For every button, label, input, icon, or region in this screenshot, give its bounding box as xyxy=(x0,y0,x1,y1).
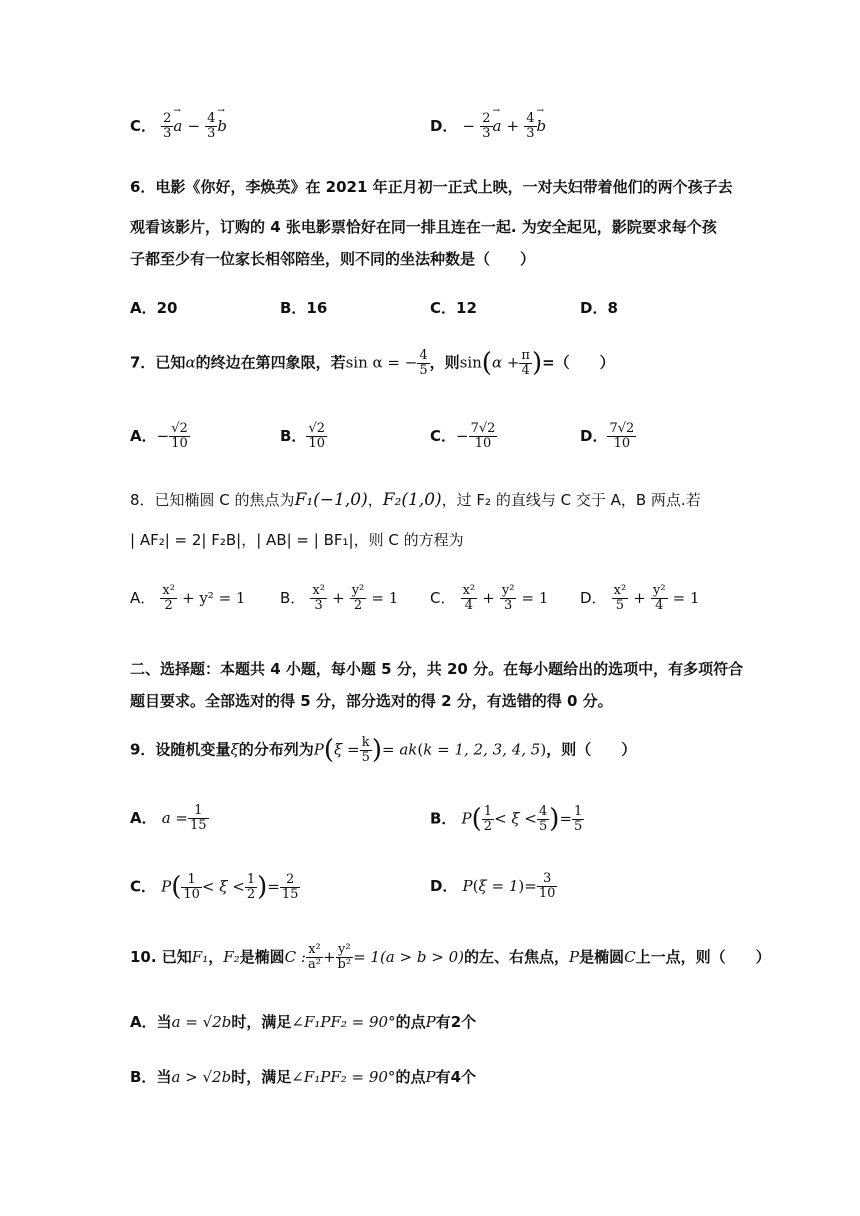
option-rest: = 1 xyxy=(672,589,700,607)
frac-num: x² xyxy=(312,583,325,598)
vector-a: a → xyxy=(492,106,502,135)
option-frac xyxy=(188,804,209,833)
frac-den: 10 xyxy=(538,886,556,901)
frac-num: 4 xyxy=(419,347,428,363)
option-rest: = 1 xyxy=(521,589,549,607)
q6-option-b: B．16 xyxy=(280,299,328,317)
frac-num: 2 xyxy=(163,111,172,126)
q9-k-frac xyxy=(360,736,372,765)
vector-arrow-icon: → xyxy=(173,106,181,116)
frac-num: √2 xyxy=(171,421,188,436)
focus-f1: F₁(−1,0) xyxy=(294,490,368,510)
option-frac-y xyxy=(350,584,367,613)
option-frac-3 xyxy=(537,872,558,901)
frac-den: 10 xyxy=(613,436,631,451)
q5-option-c xyxy=(130,106,227,141)
section-2-heading-line-2: 题目要求。全部选对的得 5 分，部分选对的得 2 分，有选错的得 0 分。 xyxy=(130,692,613,710)
frac-den: 10 xyxy=(183,886,200,902)
frac-num: 4 xyxy=(526,111,535,126)
q5-option-c-label: C． xyxy=(130,117,157,135)
option-frac-3 xyxy=(572,805,584,834)
option-label: A． xyxy=(130,1013,157,1031)
point-p: P xyxy=(425,1068,436,1086)
q10-stem xyxy=(130,943,771,972)
frac-num: 1 xyxy=(246,871,256,887)
q10-prefix: 10. 已知 xyxy=(130,948,192,966)
sign: − xyxy=(456,427,469,445)
frac-den: 15 xyxy=(281,886,299,902)
frac-den: 5 xyxy=(615,598,625,613)
plus: + xyxy=(322,948,336,966)
frac-den: 2 xyxy=(164,598,173,613)
frac-den: 2 xyxy=(246,886,256,902)
q8-option-d: D． $\frac{\text{x²}}{5}$ + $\frac{\text{y²}}{4}$ = 1 xyxy=(580,583,700,613)
rhs: = ak xyxy=(382,740,418,759)
frac-den: 10 xyxy=(474,436,492,451)
ellipse-c-2: C xyxy=(624,948,636,966)
lhs: a = xyxy=(161,809,188,827)
q5-option-d-label: D． xyxy=(430,117,458,135)
q9-option-a xyxy=(130,804,209,833)
option-frac xyxy=(169,422,190,451)
vector-a: a → xyxy=(173,106,183,135)
prob-p: P xyxy=(313,740,324,759)
frac-den: 10 xyxy=(308,436,325,451)
q6-option-d: D．8 xyxy=(580,299,618,317)
count: 2 xyxy=(450,1013,462,1031)
frac-num: 4 xyxy=(539,803,548,819)
mid: < ξ < xyxy=(494,809,537,828)
q5-c-frac2 xyxy=(205,112,217,141)
q10-y-frac xyxy=(336,943,354,972)
q7-stem: 7．已知α的终边在第四象限，若sin α = − $\frac{4}{5}$ ，则sin(α + $\frac{\pi}{4}$ )=（ ） xyxy=(130,347,615,378)
vector-arrow-icon: → xyxy=(536,106,545,116)
frac-num: 1 xyxy=(188,804,209,819)
frac-num: 1 xyxy=(181,873,202,888)
comma: ， xyxy=(208,948,224,966)
frac-den: 10 xyxy=(171,436,188,451)
option-label: D． xyxy=(580,427,608,445)
q8-option-b: B． $\frac{\text{x²}}{3}$ + $\frac{\text{y²}}{2}$ = 1 xyxy=(280,583,399,613)
option-frac-x xyxy=(461,584,478,613)
eq: = xyxy=(524,877,537,895)
option-rest: = 1 xyxy=(371,589,399,607)
option-frac-3 xyxy=(280,873,301,902)
point-p: P xyxy=(568,948,580,966)
frac-den: 5 xyxy=(539,818,548,834)
q9-prefix: 9．设随机变量 xyxy=(130,740,231,759)
q10-mid2: 的左、右焦点， xyxy=(463,948,569,966)
frac-num: x² xyxy=(162,583,175,598)
xi-eq: ξ = xyxy=(333,740,360,759)
frac-num: x² xyxy=(462,583,476,598)
focus-f2: F₂(1,0) xyxy=(382,490,442,510)
frac-den: b² xyxy=(337,957,352,972)
operator: − xyxy=(187,117,201,135)
frac-num: 4 xyxy=(207,111,216,126)
frac-den: 5 xyxy=(419,362,428,378)
frac-num: y² xyxy=(501,583,515,598)
option-frac xyxy=(607,422,636,451)
frac-den: 3 xyxy=(482,126,491,141)
q9-stem: 9．设随机变量ξ的分布列为P(ξ = $\frac{k}{5}$ )= ak(k = 1, 2, 3, 4, 5)，则（ ） xyxy=(130,734,637,765)
q6-option-c: C．12 xyxy=(430,299,477,317)
q6-line-1: 6．电影《你好，李焕英》在 2021 年正月初一正式上映，一对夫妇带着他们的两个孩子去 xyxy=(130,178,733,196)
sign: − xyxy=(156,427,170,445)
frac-den: 4 xyxy=(655,598,664,613)
q8-option-a xyxy=(130,584,245,613)
q8-line1-b: ，过 F₂ 的直线与 C 交于 A，B 两点.若 xyxy=(441,491,701,509)
point-p: P xyxy=(425,1013,436,1031)
sign: − xyxy=(462,117,476,135)
section-2-heading-line-1: 二、选择题：本题共 4 小题，每小题 5 分，共 20 分。在每小题给出的选项中，有多项符合 xyxy=(130,660,744,678)
option-frac-1 xyxy=(482,805,494,834)
option-label: C． xyxy=(130,877,157,896)
eq: = xyxy=(559,809,573,828)
q8-line-2: | AF₂| = 2| F₂B|，| AB| = | BF₁|，则 C 的方程为 xyxy=(130,531,464,549)
option-label: A． xyxy=(130,427,157,445)
frac-den: 4 xyxy=(521,362,530,378)
q7-mid1: 的终边在第四象限，若 xyxy=(195,353,346,372)
frac-den: 15 xyxy=(189,818,207,833)
comma: ， xyxy=(367,491,383,509)
option-rest: + y² = 1 xyxy=(182,589,246,607)
frac-num: 7√2 xyxy=(470,421,496,436)
option-frac-1 xyxy=(181,873,202,902)
q7-option-a xyxy=(130,422,190,451)
frac-den: 3 xyxy=(526,126,535,141)
q5-d-frac2 xyxy=(524,112,536,141)
frac-den: 3 xyxy=(504,598,513,613)
text: 时，满足 xyxy=(231,1013,292,1031)
text: 当 xyxy=(156,1013,172,1031)
q7-pi-frac xyxy=(519,349,532,378)
angle: ∠F₁PF₂ = 90° xyxy=(291,1068,396,1086)
frac-den: 2 xyxy=(353,598,363,613)
frac-den: a² xyxy=(307,957,321,972)
q7-tail: =（ ） xyxy=(542,353,615,372)
option-label: B． xyxy=(280,589,306,607)
focus-f2: F₂ xyxy=(223,948,240,966)
frac-num: y² xyxy=(351,583,365,598)
text: 当 xyxy=(156,1068,172,1086)
frac-num: x² xyxy=(613,583,627,598)
frac-num: 1 xyxy=(574,803,583,819)
q9-tail: ，则（ ） xyxy=(546,740,637,759)
q9-option-c: C． P( $\frac{1}{10}$ < ξ < $\frac{1}{2}$ )= $\frac{2}{15}$ xyxy=(130,871,299,902)
frac-den: 4 xyxy=(464,598,473,613)
mid: < ξ < xyxy=(201,877,245,896)
frac-den: 5 xyxy=(361,749,370,765)
q7-frac xyxy=(417,349,429,378)
frac-den: 3 xyxy=(314,598,323,613)
frac-num: 1 xyxy=(483,803,493,819)
text: 的点 xyxy=(395,1068,426,1086)
option-label: B． xyxy=(430,809,457,828)
option-label: C． xyxy=(430,589,456,607)
text: 的点 xyxy=(395,1013,426,1031)
frac-num: k xyxy=(360,736,372,751)
text: 有 xyxy=(435,1068,451,1086)
text: 个 xyxy=(461,1068,477,1086)
frac-num: 7√2 xyxy=(609,421,635,436)
q10-x-frac xyxy=(306,943,323,972)
prob-p: P xyxy=(161,877,172,896)
frac-den: 3 xyxy=(207,126,216,141)
vector-arrow-icon: → xyxy=(217,106,225,116)
xi: ξ xyxy=(230,740,239,759)
q6-line-3: 子都至少有一位家长相邻陪坐，则不同的坐法种数是（ ） xyxy=(130,250,536,268)
frac-num: y² xyxy=(336,943,354,958)
prob-p: P xyxy=(462,877,473,895)
q7-option-c xyxy=(430,422,497,451)
q10-option-a xyxy=(130,1011,476,1032)
q9-option-d: D． P(ξ = 1)= $\frac{3}{10}$ xyxy=(430,871,556,901)
option-frac-x xyxy=(612,584,629,613)
q8-line-1 xyxy=(130,489,701,510)
option-frac-2 xyxy=(245,873,257,902)
text: 个 xyxy=(461,1013,477,1031)
option-frac xyxy=(306,422,327,451)
condition: a = √2b xyxy=(171,1013,232,1031)
text: 有 xyxy=(435,1013,451,1031)
vector-arrow-icon: → xyxy=(492,106,501,116)
option-frac-x xyxy=(310,584,327,613)
frac-num: π xyxy=(521,347,530,363)
sin: sin xyxy=(459,353,482,372)
q10-tail: 上一点，则（ ） xyxy=(635,948,771,966)
option-label: D． xyxy=(430,877,458,895)
focus-f1: F₁ xyxy=(191,948,209,966)
option-label: C． xyxy=(430,427,457,445)
q6-option-a: A．20 xyxy=(130,299,178,317)
vector-b: b → xyxy=(217,106,227,135)
condition: = 1(a > b > 0) xyxy=(353,948,464,966)
operator: + xyxy=(506,117,520,135)
frac-num: 3 xyxy=(537,872,558,887)
frac-num: 2 xyxy=(280,873,301,888)
q8-line1-a: 8．已知椭圆 C 的焦点为 xyxy=(130,491,295,509)
k-range: k = 1, 2, 3, 4, 5 xyxy=(423,740,541,759)
q7-mid2: ，则 xyxy=(429,353,460,372)
option-label: A． xyxy=(130,809,157,827)
q10-mid1: 是椭圆 xyxy=(239,948,285,966)
q5-d-frac1 xyxy=(480,112,492,141)
vector-b: b → xyxy=(536,106,547,135)
inner: ξ = 1 xyxy=(478,877,519,895)
q7-option-d xyxy=(580,422,636,451)
q10-option-b xyxy=(130,1066,476,1087)
sin-expr: sin α = − xyxy=(345,353,418,372)
q9-option-b: B． P( $\frac{1}{2}$ < ξ < $\frac{4}{5}$ )= $\frac{1}{5}$ xyxy=(430,803,583,834)
option-label: B． xyxy=(130,1068,157,1086)
q5-option-d xyxy=(430,106,547,141)
option-frac-x xyxy=(160,584,177,613)
q7-prefix: 7．已知 xyxy=(130,353,186,372)
option-frac xyxy=(469,422,498,451)
q9-mid: 的分布列为 xyxy=(238,740,314,759)
frac-num: y² xyxy=(652,583,666,598)
option-label: A． xyxy=(130,589,156,607)
option-frac-y xyxy=(500,584,517,613)
prob-p: P xyxy=(461,809,472,828)
option-frac-y xyxy=(651,584,668,613)
option-label: B． xyxy=(280,427,307,445)
condition: a > √2b xyxy=(171,1068,232,1086)
eq: = xyxy=(267,877,280,896)
q5-c-frac1 xyxy=(161,112,173,141)
ellipse-c: C : xyxy=(284,948,306,966)
option-label: D． xyxy=(580,589,607,607)
frac-den: 2 xyxy=(483,818,493,834)
q7-option-b xyxy=(280,422,327,451)
q10-mid3: 是椭圆 xyxy=(579,948,625,966)
alpha-plus: α + xyxy=(491,353,520,372)
q6-line-2: 观看该影片，订购的 4 张电影票恰好在同一排且连在一起. 为安全起见，影院要求每个孩 xyxy=(130,218,717,236)
frac-num: 2 xyxy=(482,111,491,126)
text: 时，满足 xyxy=(231,1068,292,1086)
q8-option-c: C． $\frac{\text{x²}}{4}$ + $\frac{\text{y²}}{3}$ = 1 xyxy=(430,583,549,613)
alpha: α xyxy=(185,353,196,372)
frac-den: 3 xyxy=(163,126,172,141)
count: 4 xyxy=(450,1068,461,1086)
angle: ∠F₁PF₂ = 90° xyxy=(291,1013,396,1031)
frac-den: 5 xyxy=(574,818,583,834)
frac-num: √2 xyxy=(308,421,325,436)
option-frac-2 xyxy=(537,805,549,834)
frac-num: x² xyxy=(306,943,323,958)
